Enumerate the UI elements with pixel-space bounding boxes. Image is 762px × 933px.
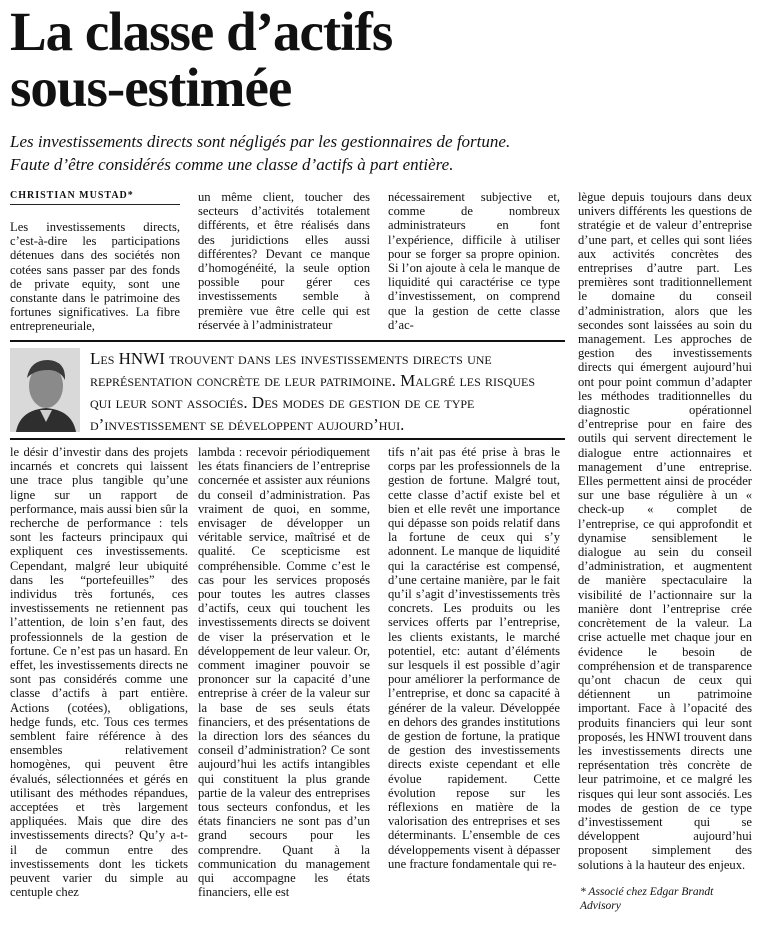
article-title — [10, 1, 750, 118]
column-1-bottom — [10, 445, 188, 925]
column-2-bottom — [198, 445, 370, 925]
column-4 — [578, 190, 752, 895]
pull-quote-text: Les HNWI trouvent dans les investissements directs une représentation concrète de leur patrimoine. Malgré les risques qui leur sont associés. Des modes de gestion de ce type d’investissement se développent aujourd’hui. — [90, 349, 536, 434]
column-text: nécessairement subjective et, comme de nombreux administrateurs en font l’expérience, difficile à utiliser pour se forger sa propre opinion. Si l’on ajoute à cela le manque de liquidité qui caractérise ce type d’investissement, on comprend que la gestion de cette classe d’ac- — [388, 190, 560, 332]
byline-rule — [10, 204, 180, 205]
portrait-image — [10, 348, 80, 432]
pull-quote-box — [10, 340, 565, 440]
column-3-top — [388, 190, 560, 336]
column-2-top — [198, 190, 370, 336]
title-line-1: La classe d’actifs — [10, 1, 393, 62]
column-text: lègue depuis toujours dans deux univers différents les questions de stratégie et de valeur d’entreprise d’une part, et celles qui sont liées aux activités concrètes des entreprises d’autre part. Les premières sont traditionnellement le domaine du conseil d’administration, alors que les secondes sont laissées au soin du management. Les approches de gestion des investissements directs qui émergent aujourd’hui ont pour point commun d’adapter les méthodes traditionnelles du diagnostic opérationnel d’entreprise pour en faire des outils qui servent directement le dialogue entre actionnaires et management d’une entreprise. Elles permettent ainsi de procéder sur une base régulière à un « check-up « complet de l’entreprise, ce qui approfondit et dynamise sensiblement le dialogue au sein du conseil d’administration, et augmentent de manière spectaculaire la visibilité de l’actionnaire sur la manière dont l’entreprise crée concrètement de la valeur. La crise actuelle met chaque jour en évidence le besoin de compréhension et de transparence qu’ont chacun de ceux qui détiennent un patrimoine important. Face à l’opacité des produits financiers qui leur sont proposés, les HNWI trouvent dans les investissements directs une représentation très concrète de leur patrimoine, et ce malgré les risques qui leur sont associés. Les modes de gestion de ce type d’investissement qui se développent aujourd’hui proposent simplement des solutions à la hauteur des enjeux. — [578, 190, 752, 872]
deck-line-2: Faute d’être considérés comme une classe d’actifs à part entière. — [10, 155, 454, 174]
column-3-bottom — [388, 445, 560, 925]
column-text: lambda : recevoir périodiquement les états financiers de l’entreprise concernée et assister aux réunions du conseil d’administration. Pas vraiment de quoi, en somme, envisager de développer un véritable service, maîtrisé et de qualité. Ce scepticisme est compréhensible. Comme c’est le cas pour les services proposés pour toutes les autres classes d’actifs, ceux qui touchent les investissements directs se doivent de viser la préservation et le développement de leur valeur. Or, comment imaginer pouvoir se prononcer sur la capacité d’une entreprise à créer de la valeur sur la base de ses seuls états financiers, et des présentations de la direction lors des séances du conseil d’administration? Ce sont aujourd’hui les actifs intangibles qui constituent la plus grande partie de la valeur des entreprises tous secteurs confondus, et les états financiers ne sont pas d’un grand secours pour les comprendre. Quant à la communication du management qui accompagne les états financiers, elle est — [198, 445, 370, 900]
column-text: Les investissements directs, c’est-à-dire les participations détenues dans des sociétés non cotées sans passer par des fonds de private equity, sont une constante dans le patrimoine des fortunes significatives. La fibre entrepreneuriale, — [10, 220, 180, 334]
byline: CHRISTIAN MUSTAD* — [10, 190, 134, 201]
deck-line-1: Les investissements directs sont négligés par les gestionnaires de fortune. — [10, 132, 511, 151]
author-portrait — [10, 348, 80, 432]
column-text: tifs n’ait pas été prise à bras le corps par les professionnels de la gestion de fortune. Malgré tout, cette classe d’actif existe bel et bien et elle revêt une importance qui dépasse son poids relatif dans la fortune de ceux qui s’y adonnent. Le manque de liquidité qui la caractérise est compensé, d’une certaine manière, par le fait qu’il s’agit d’investissements très concrets. Les produits ou les services offerts par l’entreprise, les clients existants, le marché potentiel, etc: autant d’éléments sur lesquels il est possible d’agir pour améliorer la performance de l’entreprise, et donc sa capacité à générer de la valeur. Développée en dehors des grandes institutions de gestion de fortune, la pratique de gestion des investissements directs existe cependant et elle évolue rapidement. Cette évolution repose sur les réflexions en matière de la valorisation des entreprises et ses déterminants. L’ensemble de ces développements visent à dépasser une fracture fondamentale qui re- — [388, 445, 560, 871]
article-deck — [10, 130, 750, 176]
column-1-top — [10, 220, 180, 338]
column-text: le désir d’investir dans des projets incarnés et concrets qui laissent une trace plus tangible qu’une ligne sur un rapport de performance, mais aussi bien sûr la recherche de performance : tels sont les facteurs principaux qui expliquent ces investissements. Cependant, malgré leur ubiquité dans les “portefeuilles” des individus très fortunés, ces investissements ne retiennent pas l’attention, de loin s’en faut, des professionnels de la gestion de fortune. Ce n’est pas un hasard. En effet, les investissements directs ne sont pas considérés comme une classe d’actifs à part entière. Actions (cotées), obligations, hedge funds, etc. Tous ces termes semblent faire référence à des ensembles relativement homogènes, qui peuvent être évalués, sélectionnées et gérés en utilisant des méthodes répandues, acceptées et très largement appliquées. Mais que dire des investissements directs? Qu’y a-t-il de commun entre des investissements dont les tickets peuvent varier du simple au centuple chez — [10, 445, 188, 900]
column-text: un même client, toucher des secteurs d’activités totalement différents, et être réalisés dans des juridictions elles aussi différentes? Devant ce manque d’homogénéité, la seule option possible pour gérer ces investissements semble à première vue être celle qui est réservée à l’administrateur — [198, 190, 370, 332]
author-footnote: * Associé chez Edgar Brandt Advisory — [580, 886, 714, 912]
title-line-2: sous-estimée — [10, 57, 292, 118]
